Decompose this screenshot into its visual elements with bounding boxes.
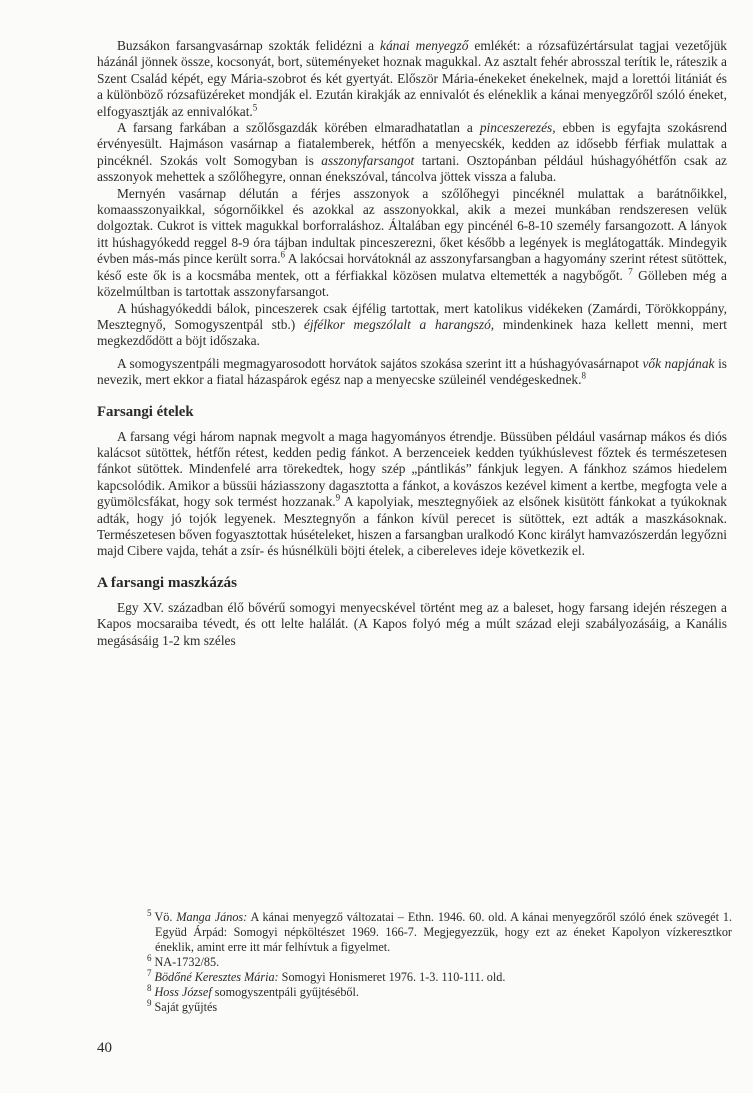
text-run: tartani. Osztopánban például húshagyóhétfőn csak az asszonyok mehettek a szőlőhegyre, onnan énekszóval, táncolva jöttek vissza a faluba. [97,152,727,185]
footnotes [147,907,732,1015]
text-run: A somogyszentpáli megmagyarosodott horvátok sajátos szokása szerint itt a húshagyóvasárnapot [117,355,643,371]
paragraph-kanai-menyegzo [97,38,727,120]
paragraph-maszkazas: Egy XV. században élő bővérű somogyi menyecskével történt meg az a baleset, hogy farsang idején részegen a Kapos mocsaraiba tévedt, és ott lelte halálát. (A Kapos folyó még a múlt század eleji szabályozásáig, a Kanális megásásáig 1-2 km széles [97,599,727,648]
footnote-9 [147,997,732,1015]
footnote-ref[interactable]: 5 [252,102,258,113]
text-run: Buzsákon farsangvasárnap szokták felidézni a [117,38,381,53]
text-run: emlékét: a rózsafüzértársulat tagjai vezetőjük házánál jönnek össze, kocsonyát, bort, süteményeket hoznak magukkal. Az asztalt fehér abrosszal terítik le, ráteszik a Szent Család képét, egy Mária-szobrot és két gyertyát. Először Mária-énekeket énekelnek, majd a lorettói litániát és a különböző rózsafüzéreket mondják el. Ezután kirakják az ennivalót és eléneklik a kánai menyegzőről szóló éneket, elfogyasztják az ennivalókat. [97,38,727,119]
emphasis-text: éjfélkor megszólalt a harangszó, [303,316,495,332]
footnote-number: 7 [147,967,152,978]
text-run: is nevezik, mert ekkor a fiatal házaspárok egész nap a menyecske szüleinél vendégeskednek. [97,355,728,388]
text-run: mindenkinek haza kellett menni, mert megkezdődött a böjt időszaka. [97,316,727,349]
text-run: ebben is egyfajta szokásrend érvényesült. Hajmáson vasárnap a fiatalemberek, hétfőn a menyecskék, kedden az idősebb férfiak mulattak a pincéknél. Szokás volt Somogyban is [97,120,727,168]
footnote-ref[interactable]: 7 [628,266,633,277]
footnote-6 [147,952,732,970]
emphasis-text: Bödőné Keresztes Mária: [154,970,279,984]
footnote-ref[interactable]: 9 [335,492,341,503]
text-run: Saját gyűjtés [154,1000,218,1014]
text-run: A farsang farkában a szőlősgazdák körében elmaradhatatlan a [117,120,480,136]
page-number: 40 [97,1040,112,1056]
text-run: NA-1732/85. [154,955,220,969]
footnote-ref[interactable]: 6 [280,249,286,260]
text-run: A farsang végi három napnak megvolt a maga hagyományos étrendje. Büssüben például vasárnap mákos és diós kalácsot sütöttek, hétfőn rétest, kedden pedig fánkot. A berzenceiek kedden tyúkhúslevest főztek és természetesen fánkot sütöttek. Mindenfelé arra törekedtek, hogy szép „pántlikás” fánkjuk legyen. A fánkhoz számos hiedelem kapcsolódik. Amikor a büssüi háziasszony dagasztotta a fánkot, a kovászos kezével kiment a kertbe, megfogta vele a gyümölcsfákat, hogy sok termést hozzanak. [97,428,727,510]
text-run: Somogyi Honismeret 1976. 1-3. 110-111. old. [278,970,506,984]
footnote-7 [147,967,732,985]
main-text [97,38,727,649]
text-run: somogyszentpáli gyűjtéséből. [211,985,359,999]
heading-farsangi-etelek: Farsangi ételek [97,403,194,420]
footnote-number: 6 [147,952,152,963]
emphasis-text: asszonyfarsangot [321,152,415,168]
footnote-number: 9 [147,997,152,1008]
paragraph-somogyszentpal [97,356,727,389]
text-run: Mernyén vasárnap délután a férjes asszonyok a szőlőhegyi pincéknél mulattak a barátnőikkel, komaasszonyaikkal, sógornőikkel és azokkal az asszonyokkal, akik a mezei munkában rendszeresen velük dolgoztak. Cukrot is vittek magukkal borforraláshoz. Általában egy pincénél 6-8-10 személy farsangozott. A lányok itt húshagyókedd reggel 8-9 óra tájban indultak pinceszerezni, őket később a legények is meglátogatták. Mindegyik évben más-más pince került sorra. [97,185,727,267]
footnote-5 [147,907,732,955]
footnote-number: 8 [147,982,152,993]
footnote-8 [147,982,732,1000]
footnote-ref[interactable]: 8 [581,370,586,381]
text-run: A kapolyiak, mesztegnyőiek az elsőnek kisütött fánkokat a tyúkoknak adták, hogy jó tojók legyenek. Mesztegnyőn a fánkon kívül perecet is sütöttek, ezt adták a maszkásoknak. Természetesen bőven fogyasztottak húsételeket, hiszen a farsangban uralkodó Konc királyt hamvazószerdán legyőzni majd Cibere vajda, tehát a zsír- és húsnélküli böjti ételek, a cibereleves ideje következik el. [97,494,727,559]
emphasis-text: Manga János: [176,910,248,924]
emphasis-text: Hoss József [154,985,212,999]
text-run: A kánai menyegző változatai – Ethn. 1946. 60. old. A kánai menyegzőről szóló ének szövegét 1. Együd Árpád: Somogyi népköltészet 1969. 166-7. Megjegyezzük, hogy ezt az éneket Kapolyon vízkeresztkor éneklik, amint erre itt már felhívtuk a figyelmet. [155,910,732,954]
heading-farsangi-maszkazas: A farsangi maszkázás [97,573,238,591]
text-run: A húshagyókeddi bálok, pinceszerek csak éjfélig tartottak, mert katolikus vidékeken (Zamárdi, Törökkoppány, Mesztegnyő, Somogyszentpál stb.) [97,300,727,332]
paragraph-pinceszerezes [97,120,727,186]
paragraph-husagyokedd [97,301,727,350]
paragraph-mernye [97,186,727,301]
text-run: A lakócsai horvátoknál az asszonyfarsangban a hagyomány szerint rétest sütöttek, késő este ők is a kocsmába mentek, ott a férfiakkal közösen mulatva eltemették a nagybőgőt. [97,251,727,283]
emphasis-text: vők napjának [642,355,715,371]
footnote-number: 5 [147,907,152,918]
emphasis-text: kánai menyegző [380,38,469,53]
text-run: Gölleben még a közelmúltban is tartottak asszonyfarsangot. [97,267,727,300]
text-run: Vö. [154,910,177,924]
emphasis-text: pinceszerezés, [479,120,556,136]
paragraph-farsangi-etelek [97,429,727,560]
